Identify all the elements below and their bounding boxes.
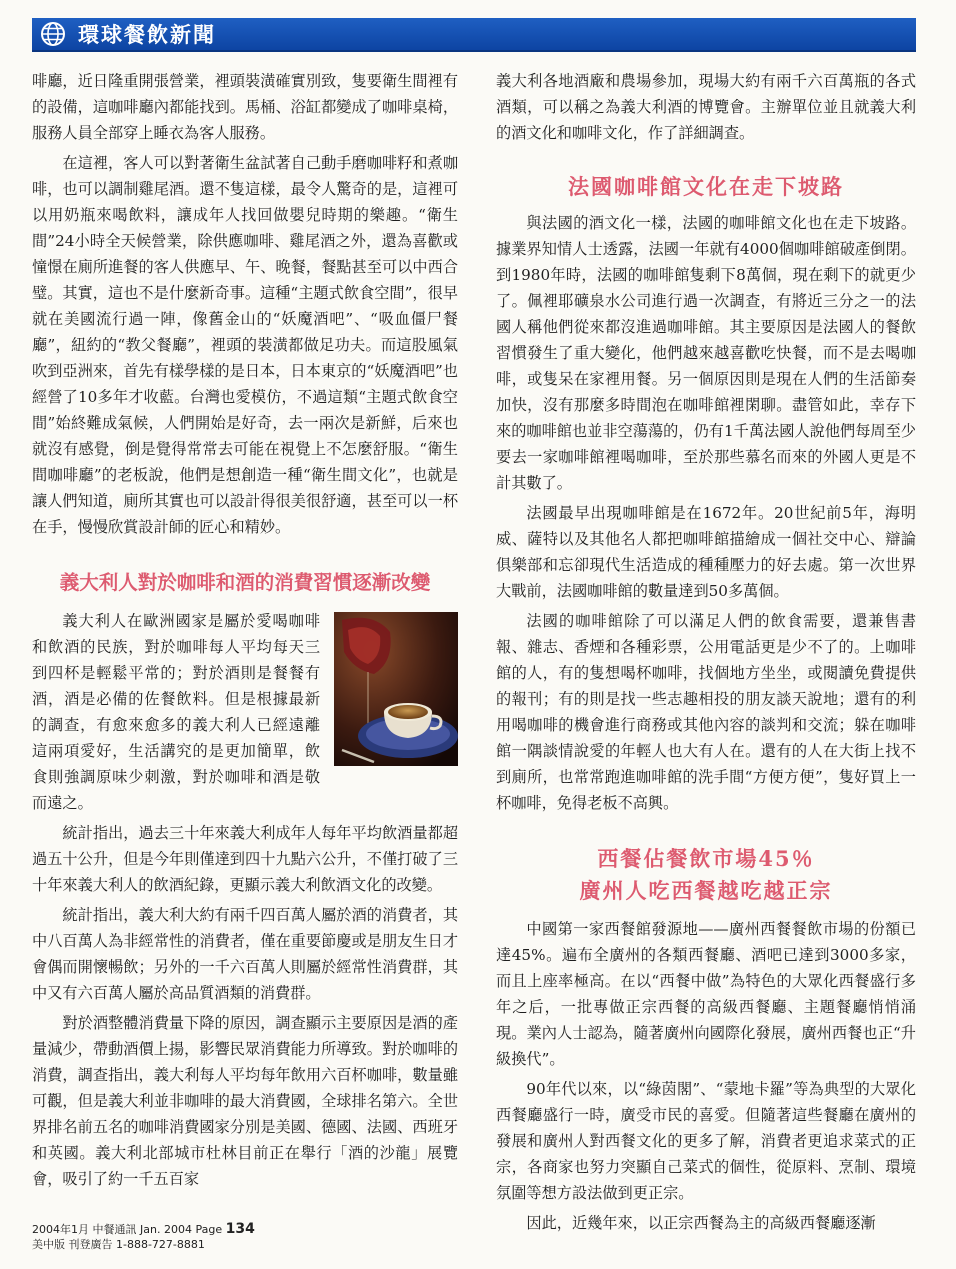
article-paragraph: 義大利各地酒廠和農場參加，現場大約有兩千六百萬瓶的各式酒類，可以稱之為義大利酒的博覽會。主辦單位並且就義大利的酒文化和咖啡文化，作了詳細調查。 xyxy=(496,72,916,142)
page-footer xyxy=(32,1222,255,1252)
footer-ad-label: 刊登廣告 xyxy=(68,1238,113,1251)
footer-english-date: Jan. 2004 xyxy=(140,1223,192,1236)
article-paragraph: 法國的咖啡館除了可以滿足人們的飲食需要，還兼售書報、雜志、香煙和各種彩票，公用電話更是少不了的。上咖啡館的人，有的隻想喝杯咖啡，找個地方坐坐，或閱讀免費提供的報刊；有的則是找一些志趣相投的朋友談天說地；還有的利用喝咖啡的機會進行商務或其他內容的談判和交流；躲在咖啡館一隅談情說愛的年輕人也大有人在。還有的人在大街上找不到廁所，也常常跑進咖啡館的洗手間“方便方便”，隻好買上一杯咖啡，免得老板不高興。 xyxy=(496,612,916,812)
article-paragraph: 因此，近幾年來，以正宗西餐為主的高級西餐廳逐漸 xyxy=(526,1214,876,1232)
article-paragraph: 在這裡，客人可以對著衛生盆試著自己動手磨咖啡籽和煮咖啡，也可以調制雞尾酒。還不隻這樣，最令人驚奇的是，這裡可以用奶瓶來喝飲料，讓成年人找回做嬰兒時期的樂趣。“衛生間”24小時全天候營業，除供應咖啡、雞尾酒之外，還為喜歡或憧憬在廁所進餐的客人供應早、午、晚餐，餐點甚至可以中西合璧。其實，這也不是什麼新奇事。這種“主題式飲食空間”，很早就在美國流行過一陣，像舊金山的“妖魔酒吧”、“吸血僵尸餐廳”，紐約的“教父餐廳”，裡頭的裝潢都做足功夫。而這股風氣吹到亞洲來，首先有樣學樣的是日本，日本東京的“妖魔酒吧”也經營了10多年才收藍。台灣也愛模仿，不過這類“主題式飲食空間”始終難成氣候，人們開始是好奇，去一兩次是新鮮，后來也就沒有感覺，倒是覺得常常去可能在視覺上不怎麼舒服。“衛生間咖啡廳”的老板說，他們是想創造一種“衛生間文化”，也就是讓人們知道，廁所其實也可以設計得很美很舒適，甚至可以一杯在手，慢慢欣賞設計師的匠心和精妙。 xyxy=(32,154,458,536)
section-header-bar xyxy=(32,18,916,52)
page-number: 134 xyxy=(225,1221,255,1237)
footer-page-label: Page xyxy=(195,1223,223,1236)
western-food-heading-line-2: 廣州人吃西餐越吃越正宗 xyxy=(579,878,833,903)
footer-edition: 美中版 xyxy=(32,1238,65,1251)
article-paragraph: 統計指出，義大利大約有兩千四百萬人屬於酒的消費者，其中八百萬人為非經常性的消費者，僅在重要節慶或是朋友生日才會偶而開懷暢飲；另外的一千六百萬人則屬於經常性消費群，其中又有六百萬人屬於高品質酒類的消費群。 xyxy=(32,906,458,1002)
article-paragraph: 法國最早出現咖啡館是在1672年。20世紀前5年，海明威、薩特以及其他名人都把咖啡館描繪成一個社交中心、辯論俱樂部和忘卻現代生活造成的種種壓力的好去處。第一次世界大戰前，法國咖啡館的數量達到50多萬個。 xyxy=(496,504,916,600)
article-paragraph: 對於酒整體消費量下降的原因，調查顯示主要原因是酒的產量減少，帶動酒價上揚，影響民眾消費能力所導致。對於咖啡的消費，調查指出，義大利每人平均每年飲用六百杯咖啡，數量雖可觀，但是義大利並非咖啡的最大消費國，全球排名第六。全世界排名前五名的咖啡消費國家分別是美國、德國、法國、西班牙和英國。義大利北部城市杜林目前正在舉行「酒的沙龍」展覽會，吸引了約一千五百家 xyxy=(32,1014,458,1188)
article-paragraph: 中國第一家西餐館發源地——廣州西餐餐飲市場的份額已達45%。遍布全廣州的各類西餐廳、酒吧已達到3000多家，而且上座率極高。在以“西餐中做”為特色的大眾化西餐盛行多年之后，一批專做正宗西餐的高級西餐廳、主題餐廳悄悄涌現。業內人士認為，隨著廣州向國際化發展，廣州西餐也正“升級換代”。 xyxy=(496,920,916,1068)
western-food-heading-line-1: 西餐佔餐飲市場45％ xyxy=(597,846,815,871)
footer-line-1 xyxy=(32,1222,255,1237)
footer-phone: 1-888-727-8881 xyxy=(116,1238,205,1251)
footer-line-2 xyxy=(32,1237,255,1252)
italy-article-heading: 義大利人對於咖啡和酒的消費習慣逐漸改變 xyxy=(59,571,431,594)
article-paragraph: 與法國的酒文化一樣，法國的咖啡館文化也在走下坡路。據業界知情人士透露，法國一年就有4000個咖啡館破產倒閉。到1980年時，法國的咖啡館隻剩下8萬個，現在剩下的就更少了。佩裡耶礦泉水公司進行過一次調查，有將近三分之一的法國人稱他們從來都沒進過咖啡館。其主要原因是法國人的餐飲習慣發生了重大變化，他們越來越喜歡吃快餐，而不是去喝咖啡，或隻呆在家裡用餐。另一個原因則是現在人們的生活節奏加快，沒有那麼多時間泡在咖啡館裡閑聊。盡管如此，幸存下來的咖啡館也並非空蕩蕩的，仍有1千萬法國人說他們每周至少要去一家咖啡館裡喝咖啡，至於那些慕名而來的外國人更是不計其數了。 xyxy=(496,214,916,492)
france-article-heading: 法國咖啡館文化在走下坡路 xyxy=(568,174,844,199)
right-column xyxy=(496,68,916,1240)
article-paragraph: 義大利人在歐洲國家是屬於愛喝咖啡和飲酒的民族，對於咖啡每人平均每天三到四杯是輕鬆平常的；對於酒則是餐餐有酒，酒是必備的佐餐飲料。但是根據最新的調查，有愈來愈多的義大利人已經遠離這兩項愛好，生活講究的是更加簡單，飲食則強調原味少刺激，對於咖啡和酒是敬而遠之。 xyxy=(32,612,320,812)
article-paragraph: 90年代以來，以“綠茵閣”、“蒙地卡羅”等為典型的大眾化西餐廳盛行一時，廣受市民的喜愛。但隨著這些餐廳在廣州的發展和廣州人對西餐文化的更多了解，消費者更追求菜式的正宗，各商家也努力突顯自己菜式的個性，從原料、烹制、環境氛圍等想方設法做到更正宗。 xyxy=(496,1080,916,1202)
section-title: 環球餐飲新聞 xyxy=(78,23,216,47)
left-column xyxy=(32,68,458,1196)
article-paragraph: 統計指出，過去三十年來義大利成年人每年平均飲酒量都超過五十公升，但是今年則僅達到四十九點六公升，不僅打破了三十年來義大利人的飲酒紀錄，更顯示義大利飲酒文化的改變。 xyxy=(32,824,458,894)
article-paragraph: 啡廳，近日隆重開張營業，裡頭裝潢確實別致，隻要衛生間裡有的設備，這咖啡廳內都能找到。馬桶、浴缸都變成了咖啡桌椅，服務人員全部穿上睡衣為客人服務。 xyxy=(32,72,458,142)
footer-date: 2004年1月 xyxy=(32,1223,89,1236)
wine-and-coffee-photo xyxy=(334,612,458,766)
footer-publication: 中餐通訊 xyxy=(92,1223,137,1236)
globe-icon xyxy=(40,21,66,47)
